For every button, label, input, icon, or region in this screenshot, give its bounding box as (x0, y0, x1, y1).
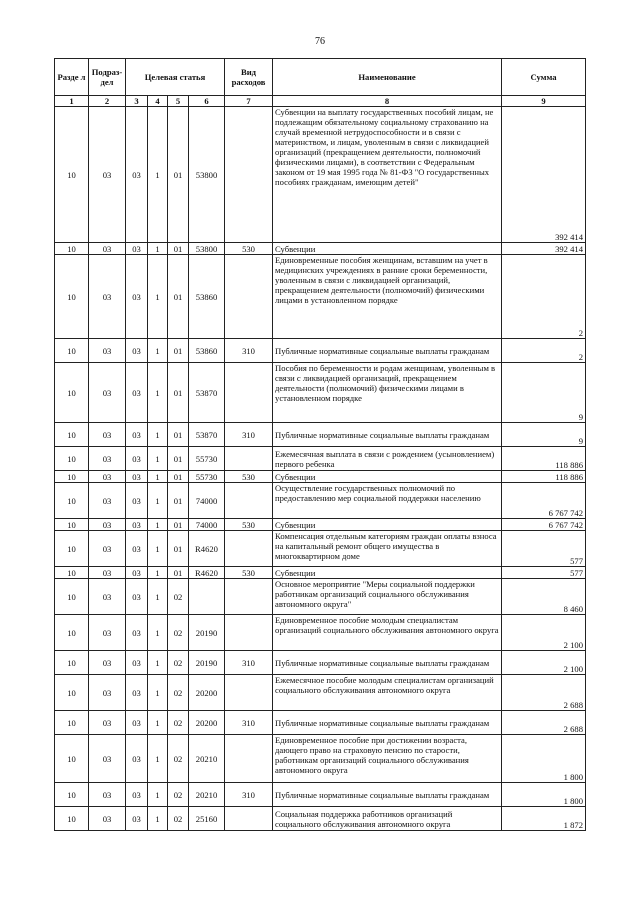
table-row (55, 447, 586, 471)
target-code-cell: 01 (168, 471, 189, 483)
table-row (55, 471, 586, 483)
table-row (55, 339, 586, 363)
header-podrazdel: Подраз- дел (89, 59, 126, 96)
target-code-cell: 55730 (189, 471, 225, 483)
podrazdel-cell: 03 (89, 651, 126, 675)
razdel-cell: 10 (55, 423, 89, 447)
name-cell: Социальная поддержка работников организаций социального обслуживания автономного округа (273, 807, 502, 831)
target-code-cell: 01 (168, 107, 189, 243)
target-code-cell: 01 (168, 483, 189, 519)
sum-cell: 1 872 (502, 807, 586, 831)
target-code-cell: 53800 (189, 107, 225, 243)
target-code-cell: 02 (168, 615, 189, 651)
expense-type-cell: 310 (225, 423, 273, 447)
target-code-cell: 01 (168, 423, 189, 447)
sum-cell: 577 (502, 567, 586, 579)
target-code-cell: 03 (126, 567, 148, 579)
podrazdel-cell: 03 (89, 243, 126, 255)
expense-type-cell: 530 (225, 567, 273, 579)
target-code-cell: 20200 (189, 711, 225, 735)
expense-type-cell: 310 (225, 711, 273, 735)
target-code-cell: 1 (148, 483, 168, 519)
sum-cell: 8 460 (502, 579, 586, 615)
target-code-cell: 53870 (189, 423, 225, 447)
sum-cell: 2 100 (502, 615, 586, 651)
target-code-cell: 20200 (189, 675, 225, 711)
target-code-cell: 55730 (189, 447, 225, 471)
target-code-cell: 02 (168, 651, 189, 675)
table-row (55, 567, 586, 579)
target-code-cell: 1 (148, 363, 168, 423)
target-code-cell: 03 (126, 735, 148, 783)
target-code-cell: 03 (126, 675, 148, 711)
target-code-cell: 03 (126, 471, 148, 483)
sum-cell: 2 (502, 339, 586, 363)
column-number: 3 (126, 96, 148, 107)
razdel-cell: 10 (55, 107, 89, 243)
podrazdel-cell: 03 (89, 783, 126, 807)
sum-cell: 6 767 742 (502, 519, 586, 531)
target-code-cell: 1 (148, 579, 168, 615)
expense-type-cell: 310 (225, 651, 273, 675)
column-number: 1 (55, 96, 89, 107)
name-cell: Ежемесячное пособие молодым специалистам организаций социального обслуживания автономного округа (273, 675, 502, 711)
header-naimenovanie: Наименование (273, 59, 502, 96)
target-code-cell: 1 (148, 735, 168, 783)
table-row (55, 783, 586, 807)
target-code-cell: 03 (126, 339, 148, 363)
target-code-cell: 20190 (189, 651, 225, 675)
target-code-cell: 02 (168, 783, 189, 807)
target-code-cell: 01 (168, 531, 189, 567)
razdel-cell: 10 (55, 519, 89, 531)
header-vid-rashodov: Вид расходов (225, 59, 273, 96)
razdel-cell: 10 (55, 447, 89, 471)
podrazdel-cell: 03 (89, 471, 126, 483)
target-code-cell: 02 (168, 579, 189, 615)
table-row (55, 615, 586, 651)
razdel-cell: 10 (55, 675, 89, 711)
sum-cell: 118 886 (502, 471, 586, 483)
target-code-cell: 25160 (189, 807, 225, 831)
name-cell: Единовременное пособие при достижении возраста, дающего право на страховую пенсию по старости, работникам организаций социального обслуживания автономного округа (273, 735, 502, 783)
sum-cell: 577 (502, 531, 586, 567)
sum-cell: 392 414 (502, 107, 586, 243)
target-code-cell: 02 (168, 711, 189, 735)
target-code-cell: 53870 (189, 363, 225, 423)
column-number: 5 (168, 96, 189, 107)
podrazdel-cell: 03 (89, 423, 126, 447)
target-code-cell: 02 (168, 807, 189, 831)
header-row (55, 59, 586, 96)
expense-type-cell (225, 579, 273, 615)
podrazdel-cell: 03 (89, 615, 126, 651)
sum-cell: 2 100 (502, 651, 586, 675)
target-code-cell: R4620 (189, 531, 225, 567)
header-summa: Сумма (502, 59, 586, 96)
table-row (55, 579, 586, 615)
target-code-cell: 20210 (189, 783, 225, 807)
razdel-cell: 10 (55, 735, 89, 783)
target-code-cell: 53860 (189, 339, 225, 363)
target-code-cell: 02 (168, 675, 189, 711)
podrazdel-cell: 03 (89, 531, 126, 567)
expense-type-cell (225, 363, 273, 423)
target-code-cell: 01 (168, 363, 189, 423)
target-code-cell: 03 (126, 423, 148, 447)
name-cell: Единовременные пособия женщинам, вставшим на учет в медицинских учреждениях в ранние сроки беременности, уволенным в связи с ликвидацией организаций, прекращением деятельности (полномочий) физическими лицами в установленном порядке (273, 255, 502, 339)
target-code-cell: 1 (148, 107, 168, 243)
table-row (55, 519, 586, 531)
column-number: 2 (89, 96, 126, 107)
podrazdel-cell: 03 (89, 255, 126, 339)
name-cell: Субвенции (273, 243, 502, 255)
podrazdel-cell: 03 (89, 711, 126, 735)
budget-table (54, 58, 586, 831)
expense-type-cell (225, 447, 273, 471)
razdel-cell: 10 (55, 807, 89, 831)
target-code-cell: 53860 (189, 255, 225, 339)
column-number: 6 (189, 96, 225, 107)
razdel-cell: 10 (55, 651, 89, 675)
target-code-cell: 01 (168, 255, 189, 339)
table-row (55, 255, 586, 339)
column-number: 4 (148, 96, 168, 107)
target-code-cell: 1 (148, 675, 168, 711)
expense-type-cell: 310 (225, 783, 273, 807)
target-code-cell: 74000 (189, 519, 225, 531)
target-code-cell: 03 (126, 107, 148, 243)
razdel-cell: 10 (55, 711, 89, 735)
sum-cell: 9 (502, 363, 586, 423)
podrazdel-cell: 03 (89, 807, 126, 831)
target-code-cell: 03 (126, 711, 148, 735)
target-code-cell: 03 (126, 243, 148, 255)
target-code-cell: 1 (148, 471, 168, 483)
target-code-cell: 1 (148, 615, 168, 651)
name-cell: Публичные нормативные социальные выплаты гражданам (273, 783, 502, 807)
target-code-cell: 03 (126, 363, 148, 423)
target-code-cell: 01 (168, 447, 189, 471)
sum-cell: 2 688 (502, 711, 586, 735)
expense-type-cell: 530 (225, 243, 273, 255)
target-code-cell: 03 (126, 531, 148, 567)
razdel-cell: 10 (55, 339, 89, 363)
razdel-cell: 10 (55, 483, 89, 519)
header-celevaya-statya: Целевая статья (126, 59, 225, 96)
name-cell: Публичные нормативные социальные выплаты гражданам (273, 339, 502, 363)
table-row (55, 243, 586, 255)
target-code-cell: 53800 (189, 243, 225, 255)
column-number: 9 (502, 96, 586, 107)
target-code-cell: 01 (168, 243, 189, 255)
podrazdel-cell: 03 (89, 107, 126, 243)
target-code-cell: 03 (126, 519, 148, 531)
target-code-cell: 1 (148, 711, 168, 735)
target-code-cell: 03 (126, 483, 148, 519)
razdel-cell: 10 (55, 363, 89, 423)
podrazdel-cell: 03 (89, 339, 126, 363)
expense-type-cell: 530 (225, 519, 273, 531)
sum-cell: 2 688 (502, 675, 586, 711)
target-code-cell: 1 (148, 447, 168, 471)
razdel-cell: 10 (55, 243, 89, 255)
razdel-cell: 10 (55, 471, 89, 483)
sum-cell: 6 767 742 (502, 483, 586, 519)
target-code-cell: 1 (148, 567, 168, 579)
target-code-cell: 1 (148, 651, 168, 675)
name-cell: Субвенции (273, 567, 502, 579)
header-razdel: Разде л (55, 59, 89, 96)
name-cell: Единовременное пособие молодым специалистам организаций социального обслуживания автономного округа (273, 615, 502, 651)
name-cell: Публичные нормативные социальные выплаты гражданам (273, 423, 502, 447)
target-code-cell: 1 (148, 339, 168, 363)
target-code-cell: R4620 (189, 567, 225, 579)
name-cell: Публичные нормативные социальные выплаты гражданам (273, 651, 502, 675)
column-number: 8 (273, 96, 502, 107)
sum-cell: 2 (502, 255, 586, 339)
table-row (55, 675, 586, 711)
name-cell: Пособия по беременности и родам женщинам, уволенным в связи с ликвидацией организаций, прекращением деятельности (полномочий) физическими лицами в установленном порядке (273, 363, 502, 423)
table-row (55, 531, 586, 567)
razdel-cell: 10 (55, 567, 89, 579)
target-code-cell: 03 (126, 615, 148, 651)
expense-type-cell (225, 735, 273, 783)
page-number: 76 (315, 36, 325, 47)
target-code-cell: 03 (126, 447, 148, 471)
target-code-cell: 03 (126, 783, 148, 807)
table-row (55, 807, 586, 831)
name-cell: Осуществление государственных полномочий по предоставлению мер социальной поддержки населению (273, 483, 502, 519)
podrazdel-cell: 03 (89, 483, 126, 519)
name-cell: Ежемесячная выплата в связи с рождением (усыновлением) первого ребенка (273, 447, 502, 471)
name-cell: Компенсация отдельным категориям граждан оплаты взноса на капитальный ремонт общего имущества в многоквартирном доме (273, 531, 502, 567)
podrazdel-cell: 03 (89, 579, 126, 615)
name-cell: Основное мероприятие "Меры социальной поддержки работникам организаций социального обслуживания автономного округа" (273, 579, 502, 615)
podrazdel-cell: 03 (89, 735, 126, 783)
podrazdel-cell: 03 (89, 447, 126, 471)
target-code-cell: 01 (168, 339, 189, 363)
sum-cell: 118 886 (502, 447, 586, 471)
column-number: 7 (225, 96, 273, 107)
table-body (55, 107, 586, 831)
table-row (55, 735, 586, 783)
table-row (55, 363, 586, 423)
name-cell: Публичные нормативные социальные выплаты гражданам (273, 711, 502, 735)
table-row (55, 107, 586, 243)
target-code-cell: 1 (148, 807, 168, 831)
sum-cell: 9 (502, 423, 586, 447)
sum-cell: 1 800 (502, 783, 586, 807)
name-cell: Субвенции на выплату государственных пособий лицам, не подлежащим обязательному социальному страхованию на случай временной нетрудоспособности и в связи с материнством, и лицам, уволенным в связи с ликвидацией организаций (прекращением деятельности, полномочий физическими лицами), в соответствии с Федеральным законом от 19 мая 1995 года № 81-ФЗ "О государственных пособиях гражданам, имеющим детей" (273, 107, 502, 243)
target-code-cell: 1 (148, 255, 168, 339)
target-code-cell: 74000 (189, 483, 225, 519)
razdel-cell: 10 (55, 615, 89, 651)
target-code-cell: 20190 (189, 615, 225, 651)
razdel-cell: 10 (55, 255, 89, 339)
name-cell: Субвенции (273, 519, 502, 531)
table-row (55, 423, 586, 447)
sum-cell: 1 800 (502, 735, 586, 783)
column-number-row (55, 96, 586, 107)
expense-type-cell (225, 483, 273, 519)
target-code-cell: 01 (168, 567, 189, 579)
target-code-cell: 01 (168, 519, 189, 531)
target-code-cell (189, 579, 225, 615)
table-row (55, 483, 586, 519)
expense-type-cell (225, 531, 273, 567)
target-code-cell: 02 (168, 735, 189, 783)
expense-type-cell (225, 675, 273, 711)
podrazdel-cell: 03 (89, 363, 126, 423)
target-code-cell: 03 (126, 255, 148, 339)
expense-type-cell (225, 807, 273, 831)
target-code-cell: 1 (148, 783, 168, 807)
podrazdel-cell: 03 (89, 675, 126, 711)
podrazdel-cell: 03 (89, 567, 126, 579)
target-code-cell: 1 (148, 423, 168, 447)
target-code-cell: 03 (126, 807, 148, 831)
expense-type-cell: 310 (225, 339, 273, 363)
expense-type-cell: 530 (225, 471, 273, 483)
table-row (55, 711, 586, 735)
expense-type-cell (225, 615, 273, 651)
target-code-cell: 03 (126, 579, 148, 615)
podrazdel-cell: 03 (89, 519, 126, 531)
target-code-cell: 03 (126, 651, 148, 675)
target-code-cell: 1 (148, 519, 168, 531)
table-row (55, 651, 586, 675)
target-code-cell: 20210 (189, 735, 225, 783)
expense-type-cell (225, 255, 273, 339)
expense-type-cell (225, 107, 273, 243)
razdel-cell: 10 (55, 783, 89, 807)
target-code-cell: 1 (148, 243, 168, 255)
razdel-cell: 10 (55, 531, 89, 567)
target-code-cell: 1 (148, 531, 168, 567)
name-cell: Субвенции (273, 471, 502, 483)
sum-cell: 392 414 (502, 243, 586, 255)
razdel-cell: 10 (55, 579, 89, 615)
